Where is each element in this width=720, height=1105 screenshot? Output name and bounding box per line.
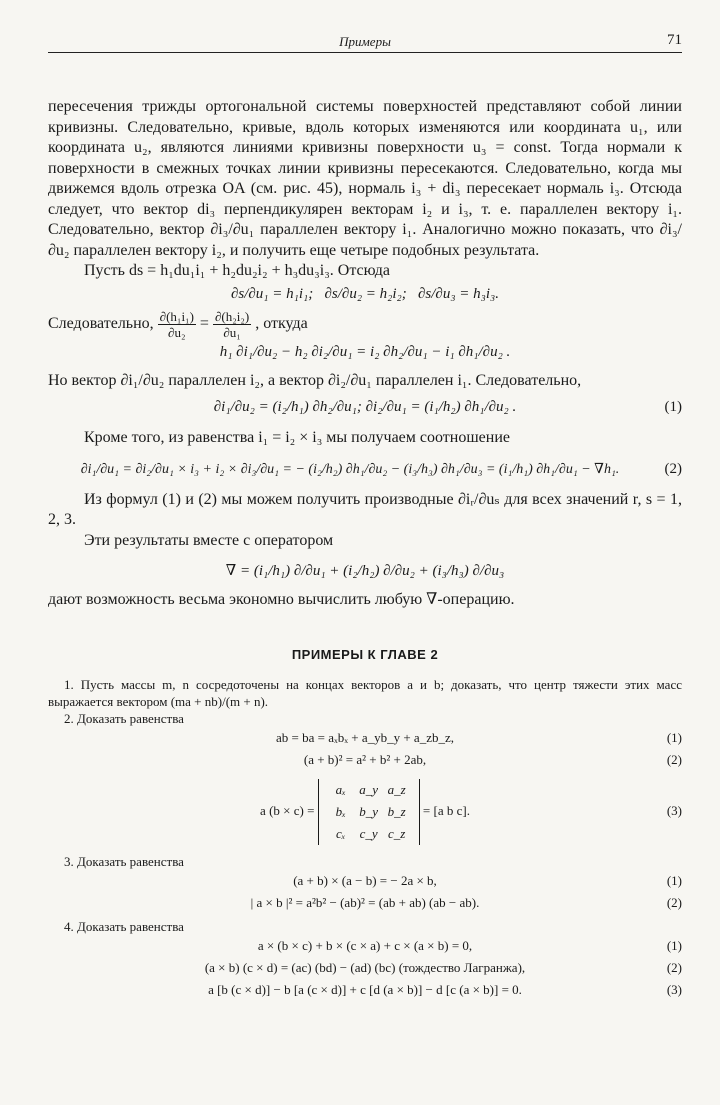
running-header <box>48 30 682 53</box>
consequence-tail: , откуда <box>255 314 308 332</box>
example-2-eq-1-number: (1) <box>666 729 682 745</box>
determinant-row-1 <box>327 779 411 801</box>
page-number: 71 <box>667 32 682 48</box>
equation-1 <box>48 399 682 416</box>
fraction-right <box>213 309 251 340</box>
equation-2 <box>48 461 682 478</box>
paragraph-formulas: Из формул (1) и (2) мы можем получить производные ∂iᵣ/∂uₛ для всех значений r, s = 1, 2, 3. <box>48 490 682 528</box>
example-2-eq-1-body: ab = ba = aₓbₓ + a_yb_y + a_zb_z, <box>275 729 454 745</box>
fraction-left-numerator: ∂(h₁i₁) <box>159 308 194 324</box>
determinant-lead: a (b × c) = <box>260 802 315 818</box>
det-c-y: c_y <box>359 825 378 841</box>
example-2-eq-2-number: (2) <box>666 751 682 767</box>
determinant-tail: = [a b c]. <box>422 802 470 818</box>
fraction-right-denominator: ∂u₁ <box>223 324 241 340</box>
fraction-left <box>158 309 196 340</box>
paragraph-operator: Эти результаты вместе с оператором <box>84 531 334 549</box>
example-4-heading: 4. Доказать равенства <box>64 918 184 934</box>
equation-ds <box>48 286 682 303</box>
example-3-eq-1 <box>48 870 682 892</box>
example-3-eq-2 <box>48 892 682 914</box>
determinant-row-2 <box>327 801 411 823</box>
example-2-heading: 2. Доказать равенства <box>64 710 184 726</box>
fraction-right-numerator: ∂(h₂i₂) <box>214 308 250 324</box>
example-4-eq-2-body: (a × b) (c × d) = (ac) (bd) − (ad) (bc) (тождество Лагранжа), <box>204 959 526 975</box>
example-4-eq-1-body: a × (b × c) + b × (c × a) + c × (a × b) = 0, <box>257 937 473 953</box>
paragraph-curvature: пересечения трижды ортогональной системы поверхностей представляют собой линии кривизны. Следовательно, кривые, вдоль которых изменяются или координата u₁, или координата u₂, являются линиями кривизны поверхности u₃ = const. Тогда нормали к поверхности в смежных точках линии кривизны пересекаются. Следовательно, когда мы движемся вдоль отрезка OA (см. рис. 45), нормаль i₃ + di₃ пересекает нормаль i₃. Отсюда следует, что вектор di₃ перпендикулярен векторам i₂ и i₃, т. е. параллелен вектору i₁. Следовательно, вектор ∂i₃/∂u₁ параллелен вектору i₁. Аналогично можно показать, что ∂i₃/∂u₂ параллелен вектору i₂, и получить еще четыре подобных результата. <box>48 98 682 259</box>
det-c-x: cₓ <box>335 825 346 841</box>
example-2-eq-3-number: (3) <box>666 802 682 818</box>
example-3-eq-2-number: (2) <box>666 894 682 910</box>
det-a-y: a_y <box>359 781 379 797</box>
example-1: 1. Пусть массы m, n сосредоточены на концах векторов a и b; доказать, что центр тяжести этих масс выражается вектором (ma + nb)/(m + n). <box>48 676 682 709</box>
equation-2-number: (2) <box>664 460 682 477</box>
section-title: ПРИМЕРЫ К ГЛАВЕ 2 <box>291 646 439 662</box>
example-4-eq-2-number: (2) <box>666 959 682 975</box>
det-a-x: aₓ <box>335 781 346 797</box>
example-3-eq-1-number: (1) <box>666 872 682 888</box>
det-b-z: b_z <box>387 803 406 819</box>
paragraph-conclusion: дают возможность весьма экономно вычислить любую ∇-операцию. <box>48 591 515 608</box>
eq-ds-1: ∂s/∂u₁ = h₁i₁; <box>230 285 314 302</box>
det-c-z: c_z <box>388 825 406 841</box>
example-3-heading: 3. Доказать равенства <box>64 853 184 869</box>
det-b-x: bₓ <box>335 803 346 819</box>
page <box>48 30 682 1001</box>
example-4-eq-3 <box>48 979 682 1001</box>
det-b-y: b_y <box>359 803 379 819</box>
equation-consequence: Следовательно, $\frac{\text{∂(h₁i₁)}}{\text{∂u₂}}$ = $\frac{\text{∂(h₂i₂)}}{\text{∂u₁}}$ , откуда <box>48 308 308 340</box>
example-2-determinant-row <box>48 773 682 849</box>
example-4-eq-1 <box>48 935 682 957</box>
equation-1-number: (1) <box>664 399 682 415</box>
example-4-eq-3-body: a [b (c × d)] − b [a (c × d)] + c [d (a × b)] − d [c (a × b)] = 0. <box>208 981 522 997</box>
eq-ds-3: ∂s/∂u₃ = h₃i₃. <box>418 285 500 302</box>
example-4-eq-1-number: (1) <box>666 937 682 953</box>
paragraph-parallel: Но вектор ∂i₁/∂u₂ параллелен i₂, а вектор ∂i₂/∂u₁ параллелен i₁. Следовательно, <box>48 371 582 389</box>
eq-ds-2: ∂s/∂u₂ = h₂i₂; <box>324 285 407 302</box>
equation-1-body: ∂i₁/∂u₂ = (i₂/h₁) ∂h₂/∂u₁; ∂i₂/∂u₁ = (i₁/h₂) ∂h₁/∂u₂ . <box>213 399 517 415</box>
example-2-eq-2-body: (a + b)² = a² + b² + 2ab, <box>303 751 427 767</box>
example-4-eq-3-number: (3) <box>666 981 682 997</box>
determinant-row-3 <box>327 823 411 845</box>
example-2-eq-2 <box>48 749 682 771</box>
equation-h: h₁ ∂i₁/∂u₂ − h₂ ∂i₂/∂u₁ = i₂ ∂h₂/∂u₁ − i₁ ∂h₁/∂u₂ . <box>219 343 511 360</box>
fraction-left-denominator: ∂u₂ <box>168 324 186 340</box>
equation-nabla: ∇ = (i₁/h₁) ∂/∂u₁ + (i₂/h₂) ∂/∂u₂ + (i₃/h₃) ∂/∂u₃ <box>225 563 505 579</box>
consequence-lead: Следовательно, <box>48 314 154 332</box>
determinant <box>318 779 420 845</box>
example-4-eq-2 <box>48 957 682 979</box>
paragraph-ds: Пусть ds = h₁du₁i₁ + h₂du₂i₂ + h₃du₃i₃. Отсюда <box>84 262 391 279</box>
example-2-eq-1 <box>48 727 682 749</box>
det-a-z: a_z <box>387 781 406 797</box>
equation-2-body: ∂i₁/∂u₁ = ∂i₂/∂u₁ × i₃ + i₂ × ∂i₃/∂u₁ = − (i₂/h₂) ∂h₁/∂u₂ − (i₃/h₃) ∂h₁/∂u₃ = (i₁/h₁) ∂h₁/∂u₁ − ∇h₁. <box>80 461 620 477</box>
paragraph-moreover: Кроме того, из равенства i₁ = i₂ × i₃ мы получаем соотношение <box>84 429 510 446</box>
example-3-eq-2-body: | a × b |² = a²b² − (ab)² = (ab + ab) (ab − ab). <box>250 894 480 910</box>
example-3-eq-1-body: (a + b) × (a − b) = − 2a × b, <box>293 872 437 888</box>
header-title: Примеры <box>339 34 391 49</box>
